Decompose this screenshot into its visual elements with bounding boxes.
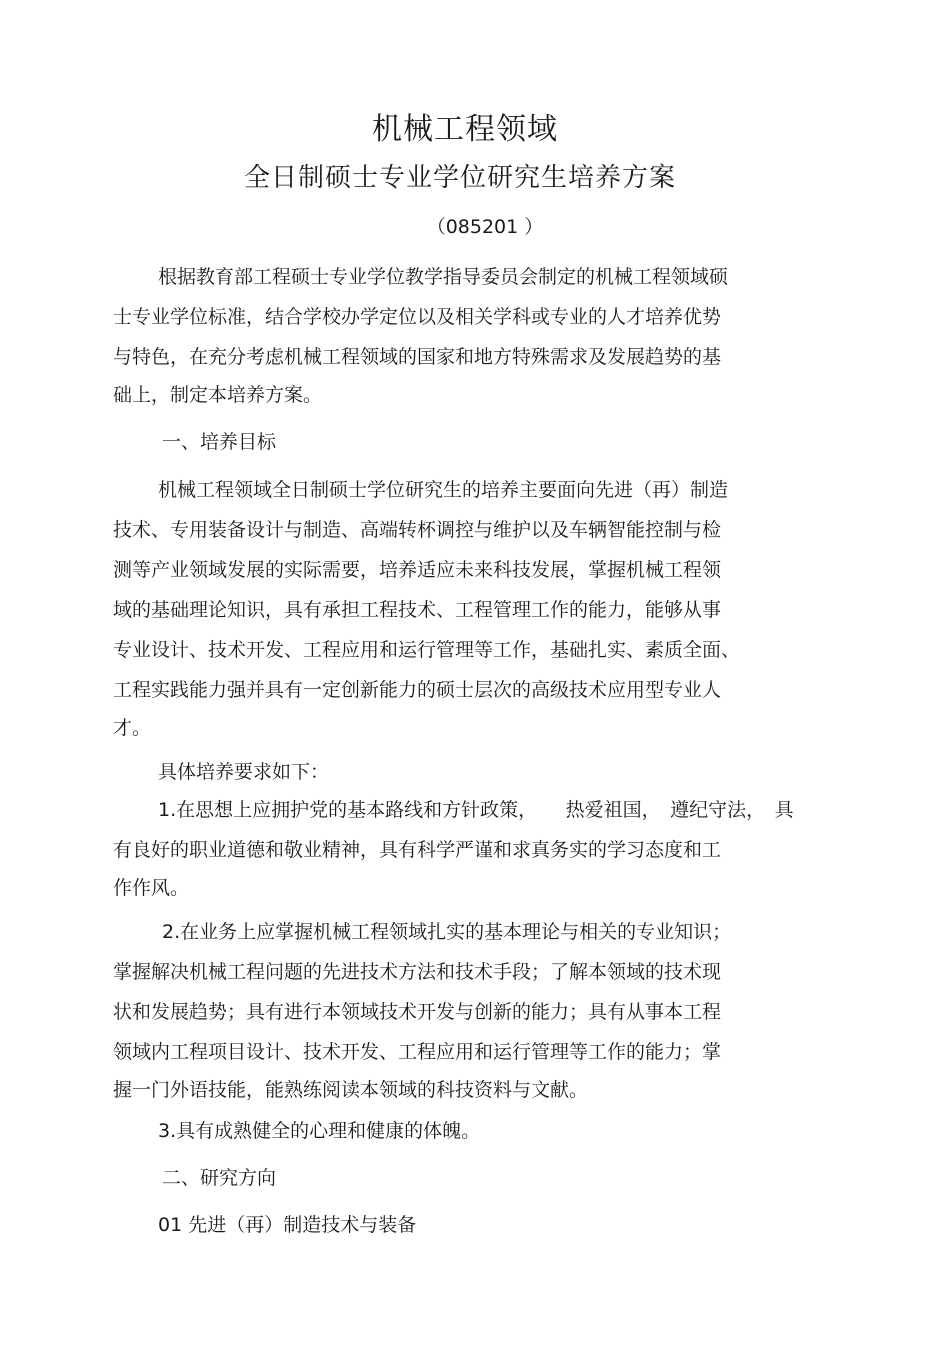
requirement-2-line: 掌握解决机械工程问题的先进技术方法和技术手段；了解本领域的技术现 [113, 961, 722, 983]
requirement-1-line: 1.在思想上应拥护党的基本路线和方针政策， 热爱祖国， 遵纪守法， 具 [158, 799, 794, 821]
document-subtitle: 全日制硕士专业学位研究生培养方案 [243, 163, 676, 193]
requirement-3: 3.具有成熟健全的心理和健康的体魄。 [158, 1120, 481, 1142]
section-heading-research: 二、研究方向 [162, 1167, 277, 1189]
goals-line: 技术、专用装备设计与制造、高端转杯调控与维护以及车辆智能控制与检 [113, 519, 722, 541]
requirement-2-line: 2.在业务上应掌握机械工程领域扎实的基本理论与相关的专业知识； [162, 921, 732, 943]
requirement-2-line: 领域内工程项目设计、技术开发、工程应用和运行管理等工作的能力；掌 [113, 1041, 722, 1063]
intro-line: 础上，制定本培养方案。 [113, 384, 323, 406]
section-heading-goals: 一、培养目标 [162, 431, 277, 453]
goals-line: 工程实践能力强并具有一定创新能力的硕士层次的高级技术应用型专业人 [113, 679, 722, 701]
document-title: 机械工程领域 [372, 112, 558, 147]
requirements-intro: 具体培养要求如下： [158, 761, 330, 783]
requirement-1-line: 作作风。 [113, 877, 190, 899]
intro-line: 根据教育部工程硕士专业学位教学指导委员会制定的机械工程领域硕 [158, 266, 729, 288]
goals-line: 机械工程领域全日制硕士学位研究生的培养主要面向先进（再）制造 [158, 479, 729, 501]
requirement-1-line: 有良好的职业道德和敬业精神，具有科学严谨和求真务实的学习态度和工 [113, 839, 722, 861]
goals-line: 测等产业领域发展的实际需要，培养适应未来科技发展，掌握机械工程领 [113, 559, 722, 581]
requirement-2-line: 状和发展趋势；具有进行本领域技术开发与创新的能力；具有从事本工程 [113, 1001, 722, 1023]
intro-line: 与特色，在充分考虑机械工程领域的国家和地方特殊需求及发展趋势的基 [113, 346, 722, 368]
requirement-2-line: 握一门外语技能，能熟练阅读本领域的科技资料与文献。 [113, 1079, 589, 1101]
goals-line: 域的基础理论知识，具有承担工程技术、工程管理工作的能力，能够从事 [113, 599, 722, 621]
intro-line: 士专业学位标准，结合学校办学定位以及相关学科或专业的人才培养优势 [113, 306, 722, 328]
goals-line: 才。 [113, 717, 152, 739]
program-code: （085201 ） [426, 216, 544, 238]
goals-line: 专业设计、技术开发、工程应用和运行管理等工作，基础扎实、素质全面、 [113, 639, 741, 661]
research-direction-item: 01 先进（再）制造技术与装备 [158, 1214, 417, 1236]
